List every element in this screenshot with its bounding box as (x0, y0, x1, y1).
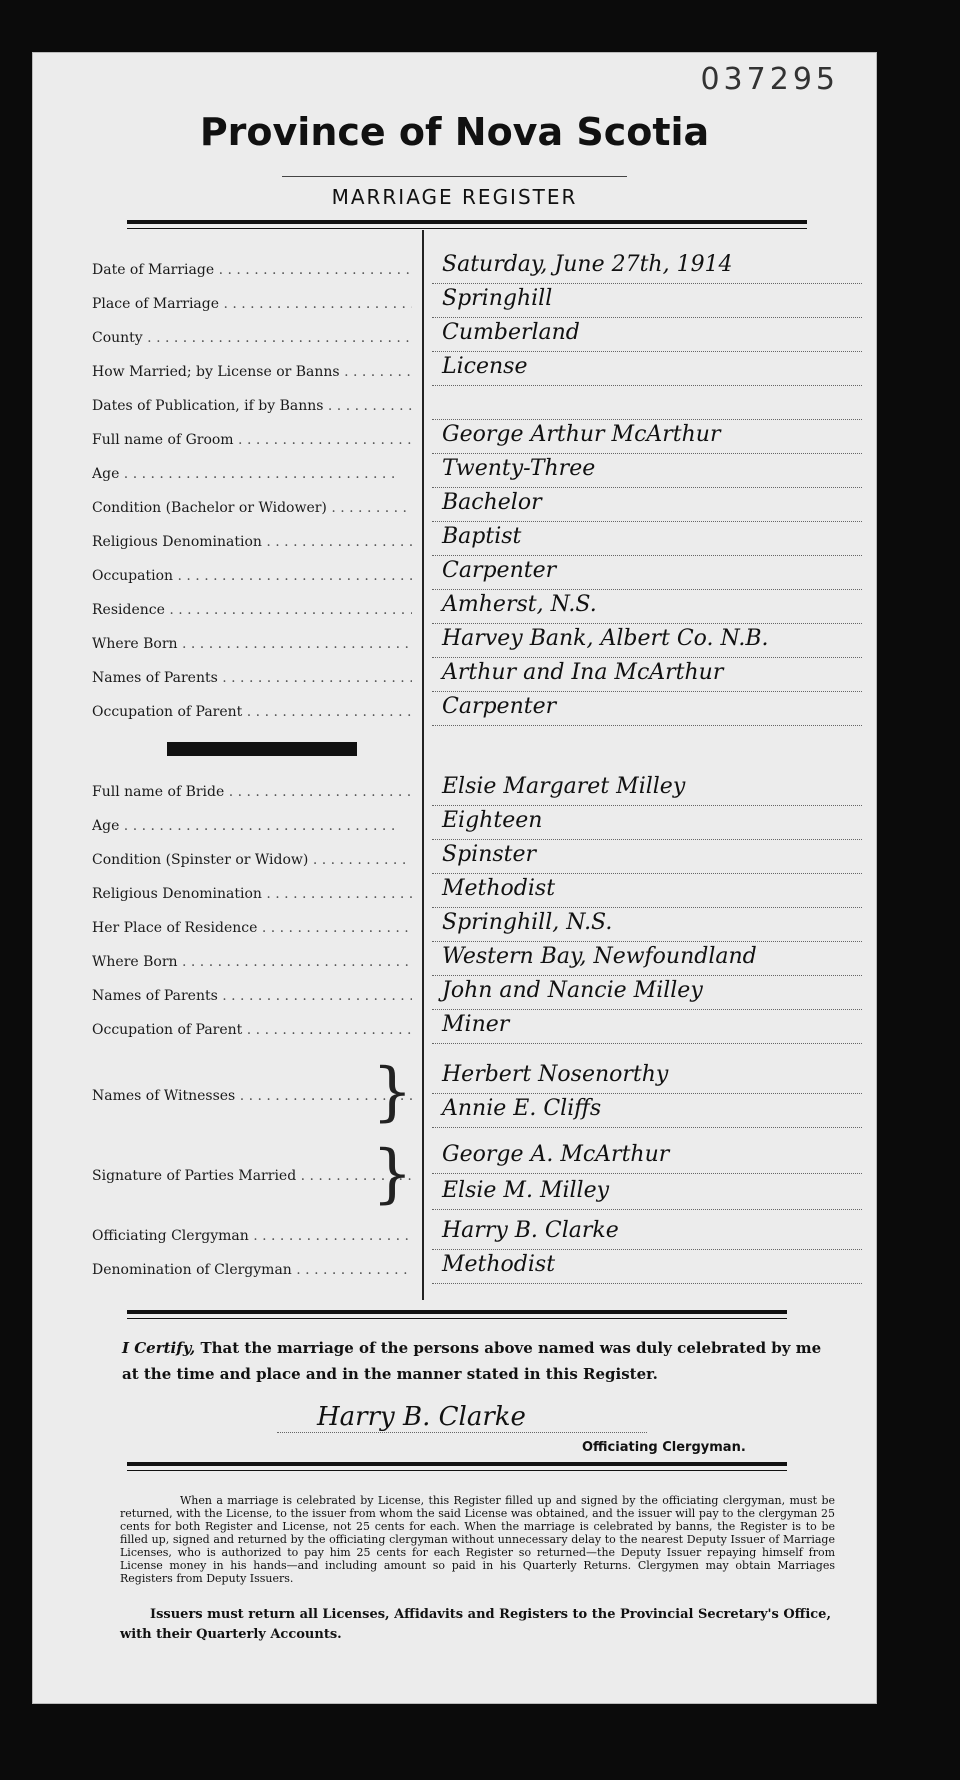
signatures-label: Signature of Parties Married . . . (92, 1168, 412, 1184)
field-row (92, 490, 862, 524)
field-value: Carpenter (432, 558, 862, 590)
field-row (92, 320, 862, 354)
instructions-rule (127, 1462, 787, 1471)
field-row (92, 910, 862, 944)
field-value: License (432, 354, 862, 386)
field-row (92, 524, 862, 558)
field-row (92, 286, 862, 320)
field-row (92, 876, 862, 910)
field-value: Western Bay, Newfoundland (432, 944, 862, 976)
header-rule (127, 220, 807, 229)
field-row (92, 1218, 862, 1252)
field-label: Date of Marriage . . . (92, 262, 412, 278)
field-value: Miner (432, 1012, 862, 1044)
field-label: Where Born . . . (92, 636, 412, 652)
page-subtitle: MARRIAGE REGISTER (331, 185, 578, 209)
field-row (92, 694, 862, 728)
title-divider (282, 176, 627, 177)
field-value: Arthur and Ina McArthur (432, 660, 862, 692)
field-label: Where Born . . . (92, 954, 412, 970)
field-row (92, 558, 862, 592)
field-value: Harvey Bank, Albert Co. N.B. (432, 626, 862, 658)
clergyman-signature: Harry B. Clarke (277, 1402, 647, 1433)
party-signature: George A. McArthur (432, 1142, 862, 1174)
field-row (92, 252, 862, 286)
field-label: Age . . . (92, 466, 412, 482)
field-value: Spinster (432, 842, 862, 874)
field-value: Eighteen (432, 808, 862, 840)
field-label: Names of Parents . . . (92, 670, 412, 686)
party-signature: Elsie M. Milley (432, 1178, 862, 1210)
field-value: Methodist (432, 1252, 862, 1284)
field-row (92, 1252, 862, 1286)
field-value: George Arthur McArthur (432, 422, 862, 454)
field-value: Twenty-Three (432, 456, 862, 488)
signature-caption: Officiating Clergyman. (582, 1440, 746, 1455)
field-value: Amherst, N.S. (432, 592, 862, 624)
field-label: Occupation of Parent . . . (92, 1022, 412, 1038)
field-row (92, 422, 862, 456)
field-row (92, 388, 862, 422)
field-value: Methodist (432, 876, 862, 908)
field-row (92, 1012, 862, 1046)
field-row (92, 660, 862, 694)
issuers-note: Issuers must return all Licenses, Affidavits and Registers to the Provincial Secretary's Office, with their Quarterly Accounts. (120, 1607, 831, 1642)
field-label: Condition (Spinster or Widow) . . . (92, 852, 412, 868)
field-label: Occupation . . . (92, 568, 412, 584)
page-title: Province of Nova Scotia (199, 110, 710, 154)
field-row (92, 978, 862, 1012)
certification-text (122, 1335, 822, 1387)
field-row (92, 626, 862, 660)
field-label: Dates of Publication, if by Banns . . . (92, 398, 412, 414)
section-divider-bar (167, 742, 357, 756)
witness-row (92, 1088, 862, 1130)
field-label: Names of Parents . . . (92, 988, 412, 1004)
field-label: Officiating Clergyman . . . (92, 1228, 412, 1244)
field-label: Age . . . (92, 818, 412, 834)
field-value (432, 388, 862, 420)
field-value: Carpenter (432, 694, 862, 726)
field-row (92, 944, 862, 978)
field-row (92, 354, 862, 388)
field-value: Harry B. Clarke (432, 1218, 862, 1250)
instructions-text: When a marriage is celebrated by License, this Register filled up and signed by the officiating clergyman, must be returned, with the License, to the issuer from whom the said License was obtained, and the issuer will pay to the clergyman 25 cents for both Register and License, not 25 cents for each. When the marriage is celebrated by banns, the Register is to be filled up, signed and returned by the officiating clergyman without unnecessary delay to the nearest Deputy Issuer of Marriage Licenses, who is authorized to pay him 25 cents for each Register so returned—the Deputy Issuer repaying himself from License money in his hands—and including amount so paid in his Quarterly Returns. Clergymen may obtain Marriages Registers from Deputy Issuers. (120, 1494, 835, 1585)
field-row (92, 592, 862, 626)
field-label: Religious Denomination . . . (92, 886, 412, 902)
field-value: Baptist (432, 524, 862, 556)
field-row (92, 774, 862, 808)
field-label: Occupation of Parent . . . (92, 704, 412, 720)
field-label: Religious Denomination . . . (92, 534, 412, 550)
field-value: Elsie Margaret Milley (432, 774, 862, 806)
certify-lead: I Certify, (122, 1339, 196, 1357)
witnesses-brace: } (372, 1055, 413, 1129)
certification-rule (127, 1310, 787, 1319)
field-value: Springhill, N.S. (432, 910, 862, 942)
field-label: Her Place of Residence . . . (92, 920, 412, 936)
field-label: Place of Marriage . . . (92, 296, 412, 312)
witness-name: Herbert Nosenorthy (432, 1062, 862, 1094)
field-label: Full name of Groom . . . (92, 432, 412, 448)
witnesses-label: Names of Witnesses . . . (92, 1088, 412, 1104)
signatures-brace: } (372, 1137, 413, 1211)
field-value: Bachelor (432, 490, 862, 522)
field-label: County . . . (92, 330, 412, 346)
register-form (32, 52, 877, 1704)
field-label: Denomination of Clergyman . . . (92, 1262, 412, 1278)
field-label: Condition (Bachelor or Widower) . . . (92, 500, 412, 516)
field-label: Full name of Bride . . . (92, 784, 412, 800)
field-row (92, 808, 862, 842)
field-value: Saturday, June 27th, 1914 (432, 252, 862, 284)
signature-row (92, 1168, 862, 1212)
register-number: 037295 (700, 62, 839, 97)
field-value: Cumberland (432, 320, 862, 352)
field-row (92, 456, 862, 490)
field-row (92, 842, 862, 876)
field-label: How Married; by License or Banns . . . (92, 364, 412, 380)
witness-name: Annie E. Cliffs (432, 1096, 862, 1128)
field-value: Springhill (432, 286, 862, 318)
field-value: John and Nancie Milley (432, 978, 862, 1010)
field-label: Residence . . . (92, 602, 412, 618)
certify-body: That the marriage of the persons above named was duly celebrated by me at the time and place and in the manner stated in this Register. (122, 1339, 822, 1383)
